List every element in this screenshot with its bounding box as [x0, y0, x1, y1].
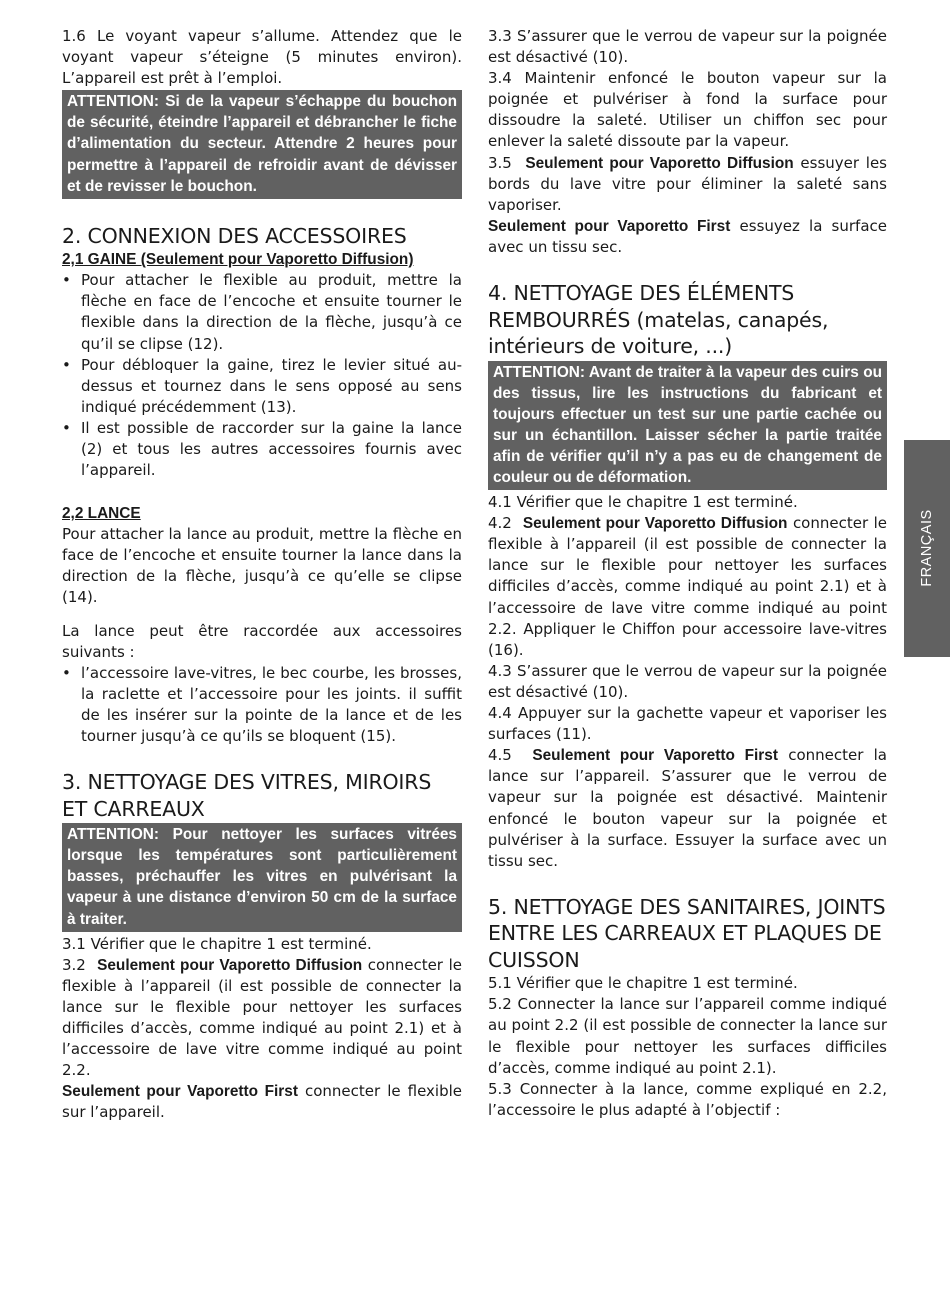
section-3-heading: 3. NETTOYAGE DES VITRES, MIROIRS ET CARREAUX	[62, 770, 432, 821]
section-2-heading: 2. CONNEXION DES ACCESSOIRES	[62, 223, 407, 248]
step-3-2: 3.2 Seulement pour Vaporetto Diffusion connecter le flexible à l’appareil (il est possible de connecter la lance sur le flexible pour nettoyer les surfaces difficiles d’accès, comme indiqué au point 2.1) et à l’accessoire de lave vitre comme indiqué au point 2.2.	[62, 955, 462, 1080]
model-note-first: Seulement pour Vaporetto First	[532, 747, 778, 765]
list-item: • Pour attacher le flexible au produit, mettre la flèche en face de l’encoche et ensuite tourner le flexible dans la direction de la flèche, jusqu’à ce qu’il se clipse (12).	[62, 270, 462, 354]
step-4-2: 4.2 Seulement pour Vaporetto Diffusion connecter le flexible à l’appareil (il est possible de connecter la lance sur le flexible pour nettoyer les surfaces difficiles d’accès, comme indiqué au point 2.1) et à l’accessoire de lave vitre comme indiqué au point 2.2. Appliquer le Chiffon pour accessoire lave-vitres (16).	[488, 514, 887, 659]
lance-attach-paragraph: Pour attacher la lance au produit, mettre la flèche en face de l’encoche et ensuite tourner la lance dans la direction de la flèche, jusqu’à ce qu’elle se clipse (14).	[62, 525, 462, 607]
step-3-2-first: Seulement pour Vaporetto First connecter le flexible sur l’appareil.	[62, 1082, 462, 1122]
step-4-1: 4.1 Vérifier que le chapitre 1 est terminé.	[488, 493, 798, 512]
hose-instructions-list	[62, 270, 462, 481]
step-4-4: 4.4 Appuyer sur la gachette vapeur et vaporiser les surfaces (11).	[488, 704, 887, 744]
attention-box-fabric-test: ATTENTION: Avant de traiter à la vapeur des cuirs ou des tissus, lire les instructions du fabricant et toujours effectuer un test sur une partie cachée ou sur un échantillon. Laisser sécher la partie traitée afin de vérifier qu’il n’y a pas eu de changement de couleur ou de déformation.	[488, 361, 887, 491]
language-tab-label: FRANÇAIS	[919, 509, 935, 587]
model-note-first: Seulement pour Vaporetto First	[488, 217, 731, 235]
attention-box-cold-glass: ATTENTION: Pour nettoyer les surfaces vitrées lorsque les températures sont particulièrement basses, préchauffer les vitres en pulvérisant la vapeur à une distance d’environ 50 cm de la surface à traiter.	[62, 823, 462, 931]
subsection-2-1-heading: 2,1 GAINE (Seulement pour Vaporetto Diffusion)	[62, 251, 414, 269]
attention-box-steam-leak: ATTENTION: Si de la vapeur s’échappe du bouchon de sécurité, éteindre l’appareil et débrancher le fiche d’alimentation du secteur. Attendre 2 heures pour permettre à l’appareil de refroidir avant de dévisser et de revisser le bouchon.	[62, 90, 462, 198]
model-note-diffusion: Seulement pour Vaporetto Diffusion	[97, 956, 363, 974]
step-3-1: 3.1 Vérifier que le chapitre 1 est terminé.	[62, 934, 372, 953]
step-3-3: 3.3 S’assurer que le verrou de vapeur sur la poignée est désactivé (10).	[488, 27, 887, 67]
model-note-diffusion: Seulement pour Vaporetto Diffusion	[525, 154, 794, 172]
step-3-5-first: Seulement pour Vaporetto First essuyez la surface avec un tissu sec.	[488, 216, 887, 256]
step-5-1: 5.1 Vérifier que le chapitre 1 est terminé.	[488, 974, 798, 993]
model-note-diffusion: Seulement pour Vaporetto Diffusion	[522, 515, 788, 533]
section-4-heading: 4. NETTOYAGE DES ÉLÉMENTS REMBOURRÉS (matelas, canapés, intérieurs de voiture, ...)	[488, 281, 829, 359]
subsection-2-2-heading: 2,2 LANCE	[62, 505, 141, 523]
model-note-first: Seulement pour Vaporetto First	[62, 1083, 298, 1101]
step-1-6: 1.6 Le voyant vapeur s’allume. Attendez que le voyant vapeur s’éteigne (5 minutes environ). L’appareil est prêt à l’emploi.	[62, 27, 462, 88]
step-3-5: 3.5 Seulement pour Vaporetto Diffusion essuyer les bords du lave vitre pour éliminer la saleté sans vaporiser.	[488, 153, 887, 214]
lance-accessories-intro: La lance peut être raccordée aux accessoires suivants :	[62, 621, 462, 661]
right-column	[488, 26, 887, 1121]
list-item: • l’accessoire lave-vitres, le bec courbe, les brosses, la raclette et l’accessoire pour les joints. il suffit de les insérer sur la pointe de la lance et de les tourner jusqu’à ce qu’ils se bloquent (15).	[62, 663, 462, 747]
section-5-heading: 5. NETTOYAGE DES SANITAIRES, JOINTS ENTRE LES CARREAUX ET PLAQUES DE CUISSON	[488, 894, 886, 972]
list-item: • Pour débloquer la gaine, tirez le levier situé au-dessus et tournez dans le sens opposé au sens indiqué précédemment (13).	[62, 355, 462, 418]
lance-accessories-list	[62, 663, 462, 747]
left-column	[62, 26, 462, 1123]
language-tab	[904, 440, 950, 657]
step-4-3: 4.3 S’assurer que le verrou de vapeur sur la poignée est désactivé (10).	[488, 661, 887, 701]
step-5-3: 5.3 Connecter à la lance, comme expliqué en 2.2, l’accessoire le plus adapté à l’objectif :	[488, 1079, 887, 1119]
step-5-2: 5.2 Connecter la lance sur l’appareil comme indiqué au point 2.2 (il est possible de connecter la lance sur le flexible pour nettoyer les surfaces difficiles d’accès, comme indiqué au point 2.1).	[488, 995, 887, 1077]
step-3-4: 3.4 Maintenir enfoncé le bouton vapeur sur la poignée et pulvériser à fond la surface pour dissoudre la saleté. Utiliser un chiffon sec pour enlever la saleté dissoute par la vapeur.	[488, 69, 887, 151]
list-item: • Il est possible de raccorder sur la gaine la lance (2) et tous les autres accessoires fournis avec l’appareil.	[62, 418, 462, 481]
step-4-5: 4.5 Seulement pour Vaporetto First connecter la lance sur l’appareil. S’assurer que le verrou de vapeur sur la poignée est désactivé. Maintenir enfoncé le bouton vapeur sur la poignée et pulvériser à la surface. Essuyer la surface avec un tissu sec.	[488, 746, 887, 870]
